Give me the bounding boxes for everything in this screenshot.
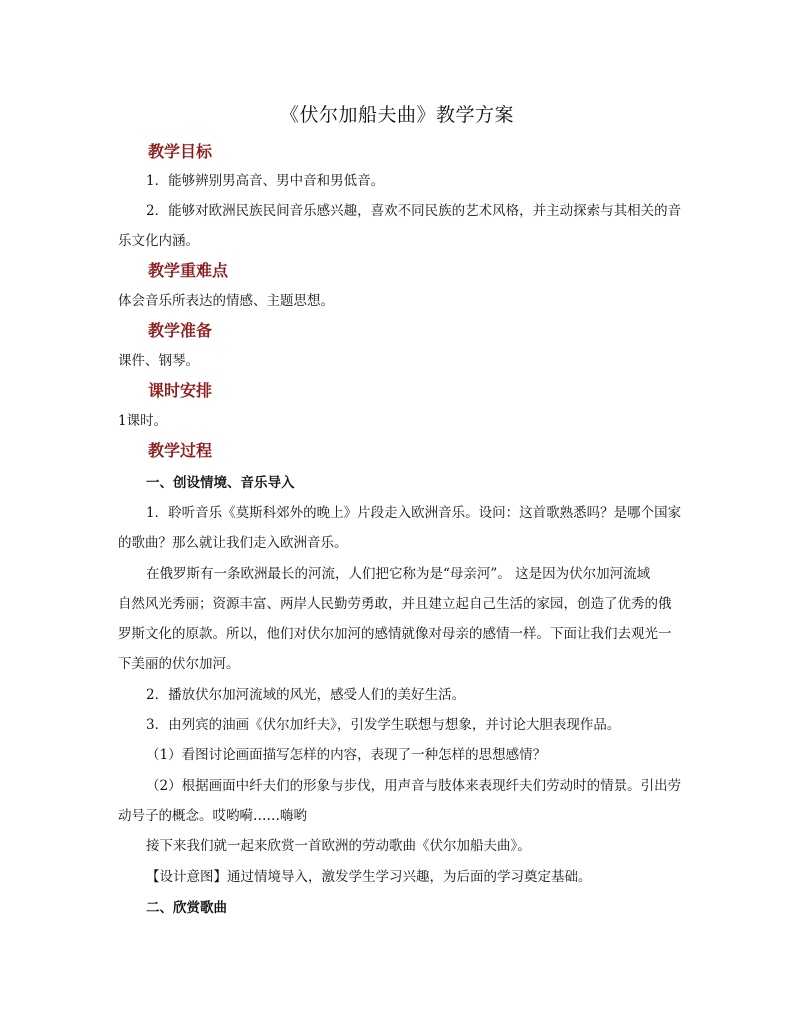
section-heading-keypoints: 教学重难点 [148, 261, 229, 280]
step-1-paragraph-3: 2．播放伏尔加河流域的风光，感受人们的美好生活。 [146, 687, 466, 703]
step-1-paragraph-2-line-4: 下美丽的伏尔加河。 [118, 656, 240, 672]
goal-item-2-line-2: 乐文化内涵。 [118, 233, 199, 249]
keypoints-text: 体会音乐所表达的情感、主题思想。 [118, 293, 334, 309]
step-1-paragraph-2-line-1: 在俄罗斯有一条欧洲最长的河流，人们把它称为是“母亲河”。 这是因为伏尔加河流域 [146, 566, 651, 582]
section-heading-schedule: 课时安排 [148, 381, 213, 400]
page-title: 《伏尔加船夫曲》教学方案 [279, 104, 514, 126]
schedule-text: 1课时。 [118, 413, 168, 429]
step-1-paragraph-2-line-2: 自然风光秀丽；资源丰富、两岸人民勤劳勇敢，并且建立起自己生活的家园，创造了优秀的俄 [118, 596, 672, 612]
step-1-heading: 一、创设情境、音乐导入 [146, 475, 295, 491]
step-1-question-2-line-2: 动号子的概念。哎哟嗬……嗨哟 [118, 808, 307, 824]
section-heading-preparation: 教学准备 [148, 321, 213, 340]
goal-item-2-line-1: 2．能够对欧洲民族民间音乐感兴趣，喜欢不同民族的艺术风格，并主动探索与其相关的音 [146, 203, 682, 219]
goal-item-1: 1．能够辨别男高音、男中音和男低音。 [146, 173, 385, 189]
step-1-paragraph-1-line-1: 1．聆听音乐《莫斯科郊外的晚上》片段走入欧洲音乐。设问：这首歌熟悉吗？是哪个国家 [146, 505, 682, 521]
section-heading-process: 教学过程 [148, 441, 213, 460]
section-heading-goals: 教学目标 [148, 142, 213, 161]
step-1-paragraph-2-line-3: 罗斯文化的原款。所以，他们对伏尔加河的感情就像对母亲的感情一样。下面让我们去观光一 [118, 626, 672, 642]
step-1-question-1: （1）看图讨论画面描写怎样的内容，表现了一种怎样的思想感情？ [146, 747, 547, 763]
step-1-question-2-line-1: （2）根据画面中纤夫们的形象与步伐，用声音与肢体来表现纤夫们劳动时的情景。引出劳 [146, 778, 682, 794]
step-2-heading: 二、欣赏歌曲 [146, 900, 227, 916]
step-1-paragraph-5: 接下来我们就一起来欣赏一首欧洲的劳动歌曲《伏尔加船夫曲》。 [146, 838, 531, 854]
preparation-text: 课件、钢琴。 [118, 353, 199, 369]
step-1-paragraph-1-line-2: 的歌曲？那么就让我们走入欧洲音乐。 [118, 535, 348, 551]
step-1-paragraph-4: 3．由列宾的油画《伏尔加纤夫》，引发学生联想与想象，并讨论大胆表现作品。 [146, 717, 621, 733]
step-1-design-intent: 【设计意图】通过情境导入，激发学生学习兴趣，为后面的学习奠定基础。 [146, 869, 592, 885]
